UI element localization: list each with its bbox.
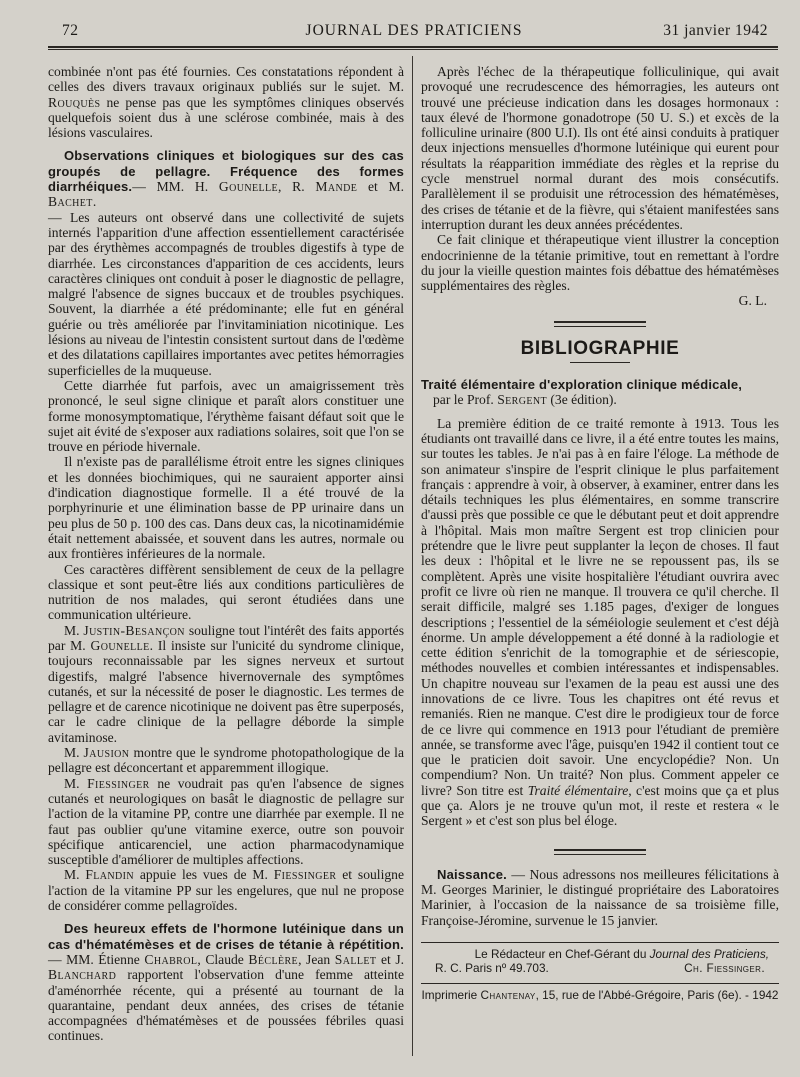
book-title: Traité élémentaire d'exploration clinique médicale, bbox=[421, 377, 743, 393]
printer-line: Imprimerie Chantenay, 15, rue de l'Abbé-Grégoire, Paris (6e). - 1942 bbox=[421, 983, 779, 1002]
section-divider bbox=[554, 849, 646, 855]
book-author: par le Prof. Sergent (3e édition). bbox=[433, 392, 617, 408]
section-divider bbox=[554, 321, 646, 327]
paragraph: combinée n'ont pas été fournies. Ces constatations répondent à celles des divers travaux originaux publiés sur le sujet. M. Rouquès ne pense pas que les symptômes cliniques observés quelquefois soient dus à une sclérose combinée, mais à des lésions vasculaires. bbox=[48, 64, 404, 141]
paragraph: M. Fiessinger ne voudrait pas qu'en l'absence de signes cutanés et neurologiques on basât le diagnostic de pellagre sur l'action de la vitamine PP, contre une diarrhée par exemple. Il ne faut pas oublier qu'une vitamine exerce, outre son pouvoir spécifique anticarenciel, une action pharmacodynamique susceptible d'améliorer de multiples affections. bbox=[48, 775, 404, 868]
issue-date: 31 janvier 1942 bbox=[663, 22, 768, 39]
header-rule-thin bbox=[48, 49, 778, 50]
left-column bbox=[48, 64, 404, 1044]
header-rule bbox=[48, 46, 778, 48]
title-underline bbox=[570, 362, 630, 363]
paragraph: Ce fait clinique et thérapeutique vient illustrer la conception endocrinienne de la tétanie primitive, tout en remettant à l'ordre du jour la vieille question maintes fois débattue des hématémèses supplémentaires des règles. bbox=[421, 232, 779, 294]
book-entry bbox=[421, 377, 779, 392]
paragraph: Cette diarrhée fut parfois, avec un amaigrissement très prononcé, le seul signe clinique et paraît alors constituer une forme monosymptomatique, l'érythème faisant défaut soit que le sujet ait évité de s'exposer aux radiations solaires, soit que l'on se trouve en période hivernale. bbox=[48, 377, 404, 455]
footer-rule bbox=[421, 942, 779, 943]
paragraph: M. Justin-Besançon souligne tout l'intérêt des faits apportés par M. Gounelle. Il insiste sur l'unicité du syndrome clinique, toujours reconnaissable par les signes nerveux et surtout digestifs, malgré l'absence hivernovernale des symptômes cutanés, et sur la nécessité de poser le diagnostic. Les termes de pellagre et de carence nicotinique ne doivent pas être superposés, car le cadre clinique de la pellagre déborde la simple avitaminose. bbox=[48, 622, 404, 745]
article-heading: Des heureux effets de l'hormone lutéinique dans un cas d'hématémèses et de crises de tétanie à répétition. bbox=[48, 921, 404, 952]
registration-line bbox=[421, 961, 779, 975]
page-number: 72 bbox=[62, 22, 79, 39]
registration-number: R. C. Paris nº 49.703. bbox=[435, 960, 549, 975]
column-separator bbox=[412, 56, 413, 1056]
running-header bbox=[60, 22, 768, 44]
paragraph: Ces caractères diffèrent sensiblement de ceux de la pellagre classique et sont peut-être liés aux conditions particulières de nutrition de nos malades, qui seront étudiées dans une communication ultérieure. bbox=[48, 561, 404, 623]
editor-name: Ch. Fiessinger. bbox=[684, 960, 765, 975]
naissance-notice: Naissance. — Nous adressons nos meilleures félicitations à M. Georges Marinier, le distingué propriétaire des Laboratoires Marinier, à l'occasion de la naissance de sa troisième fille, Françoise-Jéromine, survenue le 15 janvier. bbox=[421, 866, 779, 928]
paragraph: M. Jausion montre que le syndrome photopathologique de la pellagre est déconcertant et apparemment illogique. bbox=[48, 745, 404, 776]
paragraph: Après l'échec de la thérapeutique folliculinique, qui avait provoqué une recrudescence des hémorragies, les auteurs ont trouvé une précieuse indication dans les dosages hormonaux : taux élevé de l'hormone gonadotrope (50 U. S.) et excès de la folliculine urinaire (800 U.I). Ils ont été ainsi conduits à pratiquer deux injections mensuelles d'hormone lutéinique qui eurent pour résultats la réapparition immédiate des règles et la reprise du cycle menstruel normal durant des mois consécutifs. Parallèlement il se produisit une rétrocession des hématémèses, des crises de tétanie et de la fièvre, qui s'étaient manifestées sans interruption durant les deux années précédentes. bbox=[421, 64, 779, 232]
signature: G. L. bbox=[738, 293, 767, 309]
section-title: BIBLIOGRAPHIE bbox=[520, 337, 680, 359]
article-pellagre: Observations cliniques et biologiques sur des cas groupés de pellagre. Fréquence des formes diarrhéiques.— MM. H. Gounelle, R. Mande et M. Bachet. bbox=[48, 148, 404, 210]
article-heading: Observations cliniques et biologiques sur des cas groupés de pellagre. Fréquence des formes diarrhéiques. bbox=[48, 148, 404, 195]
right-column bbox=[421, 64, 779, 1002]
article-hormone: Des heureux effets de l'hormone lutéinique dans un cas d'hématémèses et de crises de tétanie à répétition. — MM. Étienne Chabrol, Claude Béclère, Jean Sallet et J. Blanchard rapportent l'observation d'une femme atteinte d'aménorrhée récente, qui a présenté au tournant de la quarantaine, pendant deux années, des crises de tétanie accompagnées d'hématémèses et de poussées fébriles quasi continues. bbox=[48, 921, 405, 1044]
book-review: La première édition de ce traité remonte à 1913. Tous les étudiants ont travaillé dans ce livre, il a été entre toutes les mains, sur toutes les tables. Je n'ai pas à en faire l'éloge. La méthode de son animateur s'inspire de l'esprit clinique le plus parfaitement français : apprendre à voir, à observer, à examiner, entrer dans les détails techniques les plus élémentaires, en somme transcrire d'aussi près que possible ce que le débutant peut et doit apprendre à l'hôpital. Mais mon maître Sergent est trop clinicien pour prétendre que le livre peut supplanter la leçon de choses. Il faut les deux : l'hôpital et le livre ne se repoussent pas, ils se complètent. Après une visite hospitalière l'étudiant ouvrira avec profit ce livre où rien ne manque. Il trouvera ce qu'il cherche. Il serait difficile, malgré ses 1.185 pages, d'exiger de longues descriptions ; l'essentiel de la séméiologie seulement et c'est déjà énorme. Un ample développement a été donné à la radiologie et cette édition s'enrichit de la tomographie et de sériescopie, méthodes nouvelles et combien intéressantes et indispensables. Un chapitre nouveau sur l'examen de la peau est aussi une des innovations de ce livre. Tous les chapitres ont été revus et remaniés. Rien ne manque. C'est dire le prodigieux tour de force de ce livre qui commence en 1913 pour l'étudiant de première année, se transforme avec l'âge, puisqu'en 1942 il contient tout ce que le praticien doit savoir. Une encyclopédie? Non. Un compendium? Non. Un traité? Non plus. Comment appeler ce livre? Son titre est Traité élémentaire, c'est moins que ça et plus que ça. Alors je ne trouve qu'un mot, il reste et restera « le Sergent » et c'est son plus bel éloge. bbox=[421, 415, 779, 829]
notice-heading: Naissance. bbox=[437, 866, 507, 882]
paragraph: — Les auteurs ont observé dans une collectivité de sujets internés l'apparition d'une affection essentiellement caractérisée par des érythèmes accompagnés de troubles digestifs à type de diarrhée. Les circonstances d'apparition de ces accidents, leurs caractères cliniques ont conduit à poser le diagnostic de pellagre, malgré l'absence de signes buccaux et de troubles psychiques. Souvent, la diarrhée a été prédominante; elle fut en général guérie ou très améliorée par l'invitaminiation nicotinique. Les lésions au niveau de l'intestin consistent surtout dans de l'œdème et des dilatations capillaires importantes avec petites hémorragies superficielles de la muqueuse. bbox=[48, 209, 404, 378]
footer bbox=[421, 947, 779, 1002]
paragraph: Il n'existe pas de parallélisme étroit entre les signes cliniques et les données biochimiques, qui ne sauraient apporter ainsi d'indication diagnostique formelle. Il a été trouvé de la porphyrinurie et une élimination basse de PP urinaire dans un peu plus de 50 p. 100 des cas. Dans deux cas, la nicotinamidémie était nettement abaissée, et souvent dans les autres, normale ou aux frontières inférieures de la normale. bbox=[48, 454, 404, 562]
journal-title: JOURNAL DES PRATICIENS bbox=[305, 22, 523, 39]
editor-line: Le Rédacteur en Chef-Gérant du Journal des Praticiens, bbox=[474, 946, 769, 961]
paragraph: M. Flandin appuie les vues de M. Fiessinger et souligne l'action de la vitamine PP sur les engelures, que nul ne propose de considérer comme pellagroïdes. bbox=[48, 867, 404, 914]
